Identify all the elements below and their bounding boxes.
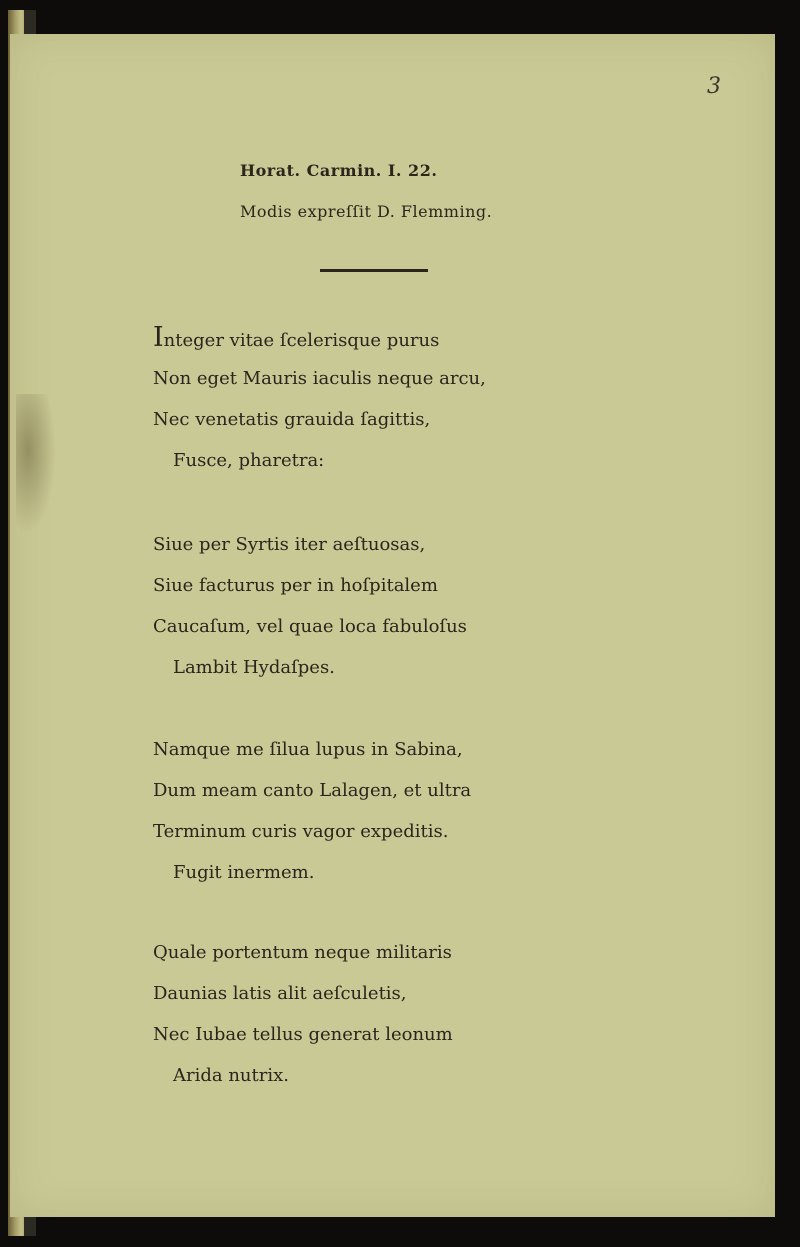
verse-line-adonic: Fusce, pharetra: [173,450,325,471]
verse-line-adonic: Arida nutrix. [173,1065,289,1086]
verse-line: Caucaſum, vel quae loca fabuloſus [153,616,467,637]
book-page [10,34,775,1217]
page-stain [16,394,56,534]
verse-line: Quale portentum neque militaris [153,942,452,963]
verse-line [153,317,573,358]
verse-line: Dum meam canto Lalagen, et ultra [153,780,472,801]
poem-attribution: Modis expreſſit D. Flemming. [240,202,493,221]
verse-line: Siue per Syrtis iter aeſtuosas, [153,534,426,555]
verse-line: Non eget Mauris iaculis neque arcu, [153,368,486,389]
divider-rule [320,269,428,272]
stanza-2 [153,524,573,688]
verse-line: Daunias latis alit aeſculetis, [153,983,407,1004]
stanza-3 [153,729,573,893]
verse-line: Nec venetatis grauida ſagittis, [153,409,431,430]
page-number: 3 [707,74,721,99]
verse-line-adonic: Lambit Hydaſpes. [173,657,335,678]
stanza-4 [153,932,573,1096]
poem-source: Horat. Carmin. I. 22. [240,161,438,180]
verse-line: Siue facturus per in hoſpitalem [153,575,438,596]
drop-initial: I [153,322,164,353]
stanza-1 [153,317,573,481]
verse-line-adonic: Fugit inermem. [173,862,315,883]
verse-line: Nec Iubae tellus generat leonum [153,1024,453,1045]
verse-line: Namque me ſilua lupus in Sabina, [153,739,463,760]
verse-line: Terminum curis vagor expeditis. [153,821,449,842]
verse-text: nteger vitae ſcelerisque purus [163,330,440,351]
